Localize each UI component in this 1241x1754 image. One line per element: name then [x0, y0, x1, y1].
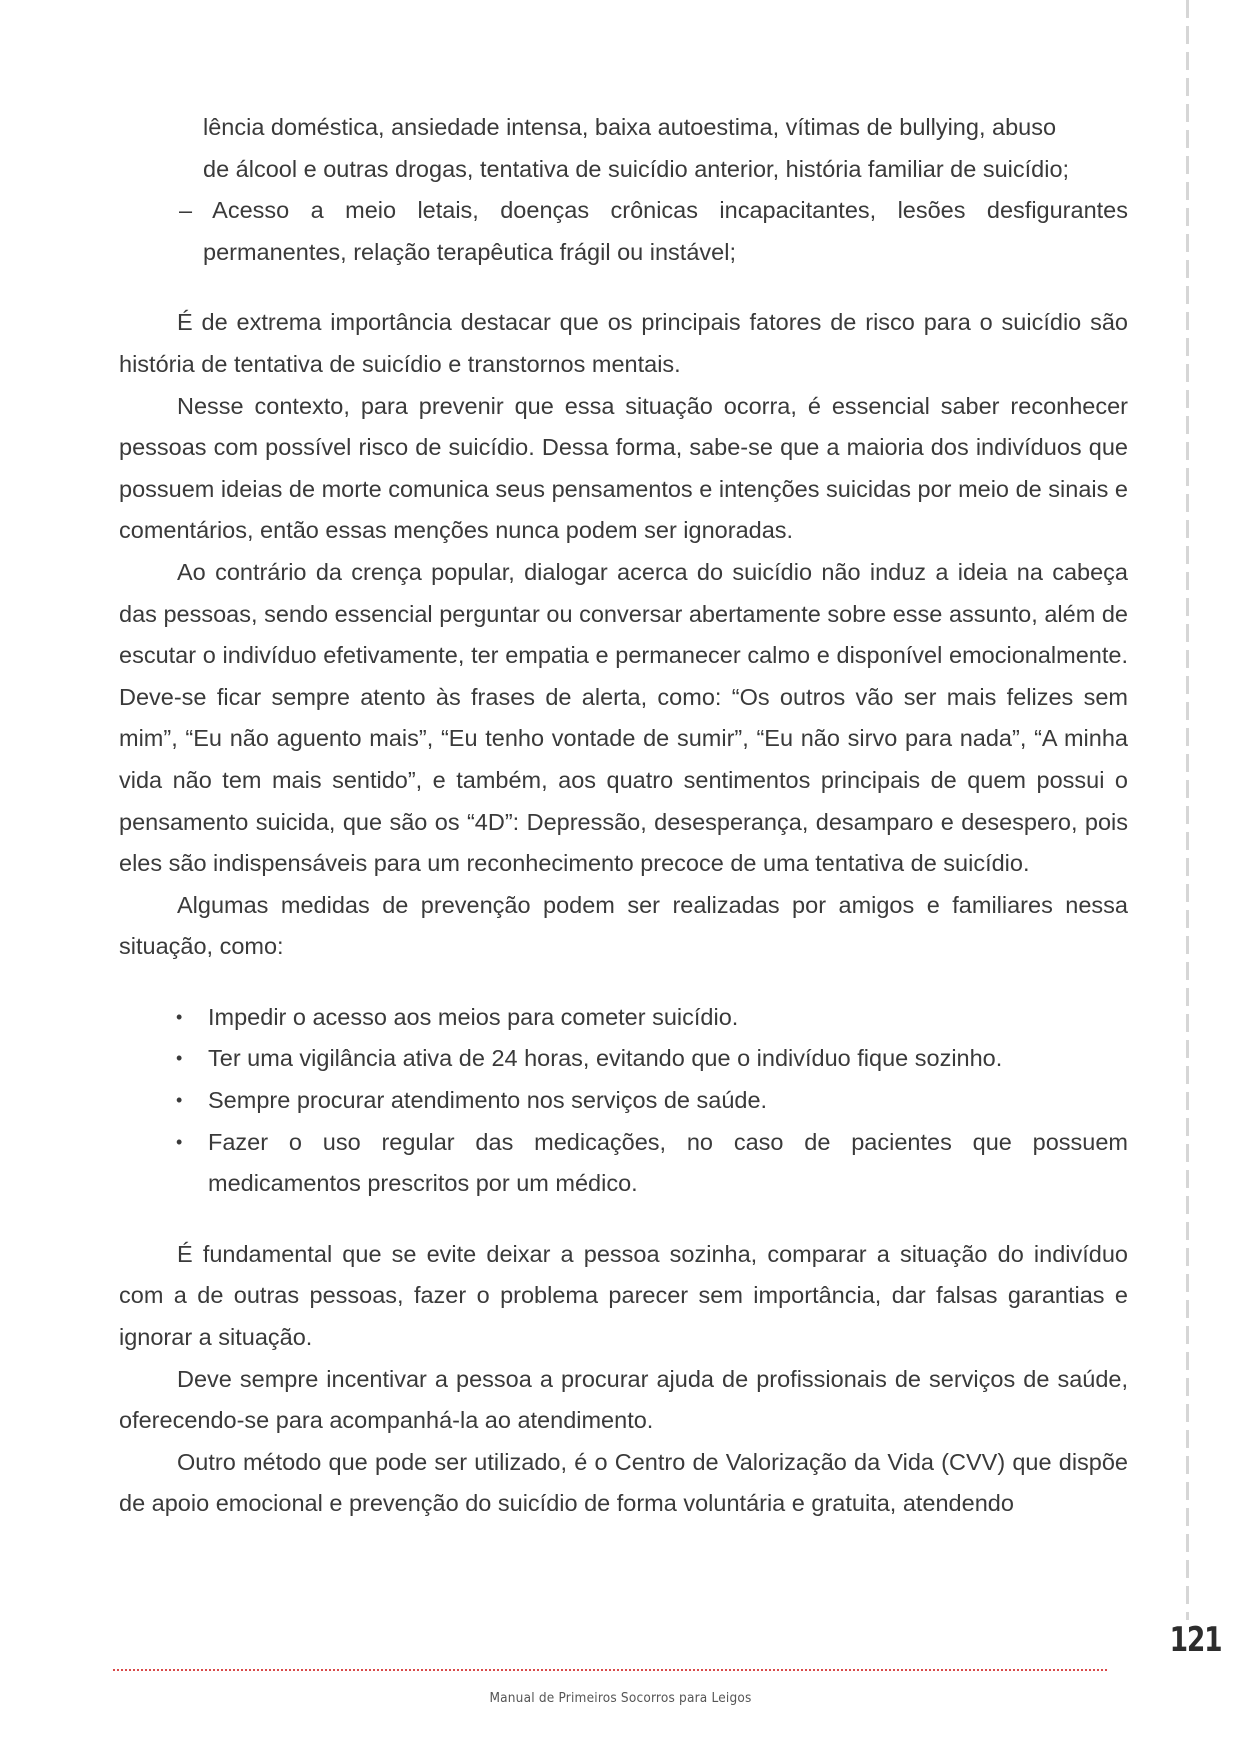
spacer: [119, 1205, 1128, 1234]
paragraph-avoid: É fundamental que se evite deixar a pessoa sozinha, comparar a situação do indivíduo com a de outras pessoas, fazer o problema parecer sem importância, dar falsas garantias e ignorar a situação.: [119, 1240, 1128, 1351]
paragraph-recognize-risk: Nesse contexto, para prevenir que essa situação ocorra, é essencial saber reconhecer pessoas com possível risco de suicídio. Dessa forma, sabe-se que a maioria dos indivíduos que possuem ideias de morte comunica seus pensamentos e intenções suicidas por meio de sinais e comentários, então essas menções nunca podem ser ignoradas.: [119, 392, 1128, 544]
paragraph-encourage-help: Deve sempre incentivar a pessoa a procurar ajuda de profissionais de serviços de saúde, oferecendo-se para acompanhá-la ao atendimento.: [119, 1365, 1128, 1434]
bullet-icon: •: [176, 1006, 183, 1027]
bullet-icon: •: [176, 1090, 183, 1111]
page-number: 121: [1169, 1620, 1222, 1660]
spacer: [119, 968, 1128, 997]
prevention-list: [119, 997, 1128, 1205]
paragraph-prevention-intro: Algumas medidas de prevenção podem ser realizadas por amigos e familiares nessa situação, como:: [119, 891, 1128, 960]
list-item-2: – Acesso a meio letais, doenças crônicas incapacitantes, lesões desfigurantes permanentes, relação terapêutica frágil ou instável;: [179, 197, 1128, 265]
list-item-text: Impedir o acesso aos meios para cometer suicídio.: [208, 1003, 739, 1030]
list-item-text: Sempre procurar atendimento nos serviços de saúde.: [208, 1087, 768, 1114]
footer-dotted-rule: [113, 1669, 1107, 1671]
page-body: [119, 107, 1128, 1525]
bullet-icon: •: [176, 1131, 183, 1152]
bullet-icon: •: [176, 1048, 183, 1069]
side-dashed-rule: [1186, 0, 1189, 1620]
list-item: [119, 997, 1128, 1039]
list-item: [119, 1038, 1128, 1080]
paragraph-dialogue: Ao contrário da crença popular, dialogar acerca do suicídio não induz a ideia na cabeça das pessoas, sendo essencial perguntar ou conversar abertamente sobre esse assunto, além de escutar o indivíduo efetivamente, ter empatia e permanecer calmo e disponível emocionalmente. Deve-se ficar sempre atento às frases de alerta, como: “Os outros vão ser mais felizes sem mim”, “Eu não aguento mais”, “Eu tenho vontade de sumir”, “Eu não sirvo para nada”, “A minha vida não tem mais sentido”, e também, aos quatro sentimentos principais de quem possui o pensamento suicida, que são os “4D”: Depressão, desesperança, desamparo e desespero, pois eles são indispensáveis para um reconhecimento precoce de uma tentativa de suicídio.: [119, 558, 1128, 877]
list-item-text: Ter uma vigilância ativa de 24 horas, evitando que o indivíduo fique sozinho.: [208, 1045, 1003, 1072]
paragraph-risk-factors: É de extrema importância destacar que os principais fatores de risco para o suicídio são história de tentativa de suicídio e transtornos mentais.: [119, 309, 1128, 377]
list-item-1-continuation-line-2: de álcool e outras drogas, tentativa de suicídio anterior, história familiar de suicídio;: [203, 155, 1070, 182]
list-item-1-continuation-line-1: lência doméstica, ansiedade intensa, baixa autoestima, vítimas de bullying, abuso: [203, 114, 1057, 140]
list-item-text: Fazer o uso regular das medicações, no caso de pacientes que possuem medicamentos prescritos por um médico.: [208, 1128, 1128, 1197]
list-item: [119, 1122, 1128, 1205]
list-item: [119, 1080, 1128, 1122]
paragraph-cvv: Outro método que pode ser utilizado, é o Centro de Valorização da Vida (CVV) que dispõe de apoio emocional e prevenção do suicídio de forma voluntária e gratuita, atendendo: [119, 1448, 1128, 1517]
spacer: [119, 273, 1128, 302]
footer-book-title: Manual de Primeiros Socorros para Leigos: [489, 1690, 752, 1706]
